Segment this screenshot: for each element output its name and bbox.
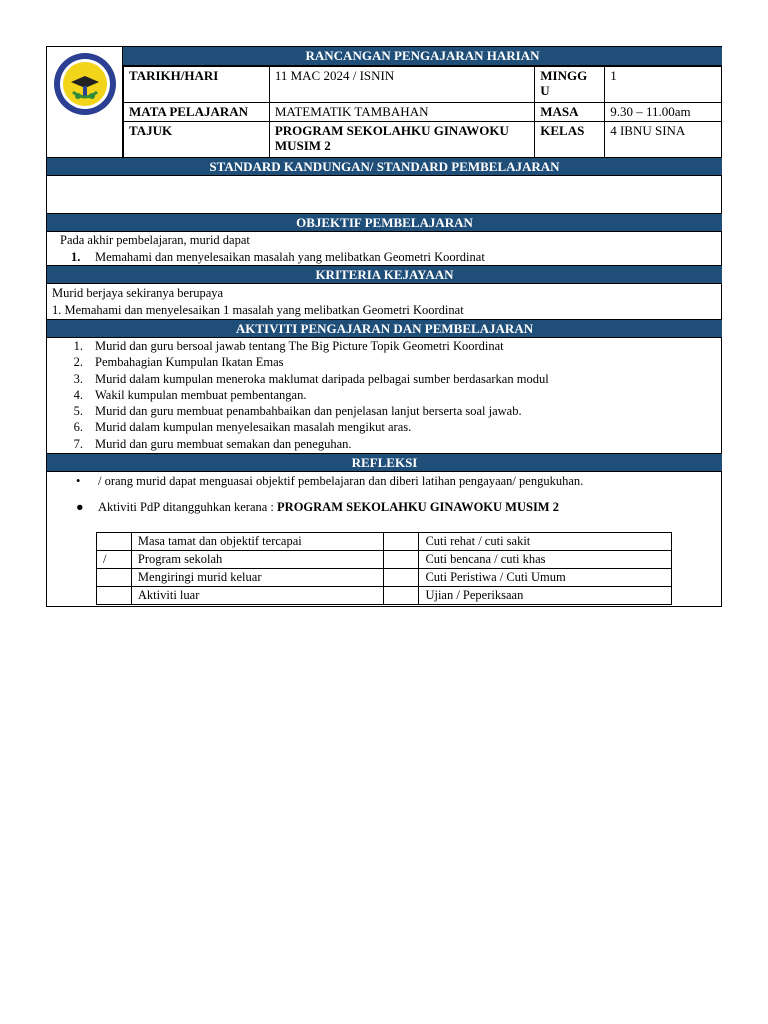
activity-text: Murid dan guru membuat semakan dan peneguhan. (95, 436, 352, 451)
topic-value: PROGRAM SEKOLAHKU GINAWOKU MUSIM 2 (269, 122, 534, 158)
activity-number: 6. (73, 420, 83, 435)
reflection-text-1: / orang murid dapat menguasai objektif pembelajaran dan diberi latihan pengayaan/ pengukuhan. (98, 474, 584, 488)
objective-item (71, 249, 485, 265)
week-value: 1 (605, 67, 722, 103)
week-label: MINGG U (535, 67, 605, 103)
time-label: MASA (535, 103, 605, 122)
activity-number: 7. (73, 436, 83, 451)
school-crest-icon (53, 52, 117, 116)
activity-text: Murid dan guru membuat penambahbaikan dan penjelasan lanjut berserta soal jawab. (95, 404, 522, 419)
reason-label: Mengiringi murid keluar (131, 569, 383, 587)
activity-number: 5. (73, 404, 83, 419)
activity-item (47, 387, 722, 403)
reason-label: Ujian / Peperiksaan (419, 587, 672, 605)
standard-content-empty (47, 176, 722, 213)
subject-label: MATA PELAJARAN (124, 103, 270, 122)
reason-label: Masa tamat dan objektif tercapai (131, 533, 383, 551)
checkbox-cell[interactable] (97, 569, 132, 587)
table-row (97, 587, 672, 605)
lesson-plan-document (46, 46, 722, 607)
reason-label: Aktiviti luar (131, 587, 383, 605)
activity-item (47, 354, 722, 370)
activity-number: 2. (73, 355, 83, 370)
header-title: RANCANGAN PENGAJARAN HARIAN (123, 47, 722, 66)
checkbox-cell[interactable]: / (97, 551, 132, 569)
standard-band: STANDARD KANDUNGAN/ STANDARD PEMBELAJARAN (47, 157, 722, 176)
time-value: 9.30 – 11.00am (605, 103, 722, 122)
table-row (97, 551, 672, 569)
reason-label: Cuti rehat / cuti sakit (419, 533, 672, 551)
activity-text: Pembahagian Kumpulan Ikatan Emas (95, 355, 284, 370)
bullet-icon: • (76, 474, 81, 488)
objective-item-text: Memahami dan menyelesaikan masalah yang melibatkan Geometri Koordinat (95, 250, 485, 264)
activity-item (47, 436, 722, 452)
activity-text: Murid dalam kumpulan meneroka maklumat daripada pelbagai sumber berdasarkan modul (95, 371, 549, 386)
subject-value: MATEMATIK TAMBAHAN (269, 103, 534, 122)
activity-item (47, 338, 722, 354)
date-value: 11 MAC 2024 / ISNIN (269, 67, 534, 103)
topic-label: TAJUK (124, 122, 270, 158)
reason-label: Cuti Peristiwa / Cuti Umum (419, 569, 672, 587)
checkbox-cell[interactable] (383, 569, 419, 587)
criteria-intro: Murid berjaya sekiranya berupaya (52, 286, 224, 300)
checkbox-cell[interactable] (383, 551, 419, 569)
reason-label: Program sekolah (131, 551, 383, 569)
checkbox-cell[interactable] (97, 533, 132, 551)
activity-item (47, 419, 722, 435)
reason-label: Cuti bencana / cuti khas (419, 551, 672, 569)
activity-text: Murid dan guru bersoal jawab tentang The Big Picture Topik Geometri Koordinat (95, 339, 504, 353)
activities-band: AKTIVITI PENGAJARAN DAN PEMBELAJARAN (47, 319, 722, 338)
bullet-icon: ● (76, 500, 84, 514)
class-label: KELAS (535, 122, 605, 158)
postponed-reason-label: Aktiviti PdP ditangguhkan kerana : (98, 500, 278, 514)
criteria-item: 1. Memahami dan menyelesaikan 1 masalah yang melibatkan Geometri Koordinat (52, 303, 464, 317)
objective-item-number: 1. (71, 250, 81, 264)
objective-band: OBJEKTIF PEMBELAJARAN (47, 213, 722, 232)
date-label: TARIKH/HARI (124, 67, 270, 103)
table-row (97, 533, 672, 551)
activity-text: Wakil kumpulan membuat pembentangan. (95, 387, 307, 402)
objective-intro: Pada akhir pembelajaran, murid dapat (60, 233, 250, 247)
postponed-reason-value: PROGRAM SEKOLAHKU GINAWOKU MUSIM 2 (277, 500, 559, 514)
activity-text: Murid dalam kumpulan menyelesaikan masalah mengikut aras. (95, 420, 412, 435)
activity-number: 3. (73, 371, 83, 386)
checkbox-cell[interactable] (383, 587, 419, 605)
activity-item (47, 371, 722, 387)
checkbox-cell[interactable] (383, 533, 419, 551)
class-value: 4 IBNU SINA (605, 122, 722, 158)
activities-list (47, 338, 722, 452)
activity-number: 1. (73, 339, 83, 353)
school-logo (47, 47, 123, 157)
header-info-table (123, 66, 722, 158)
activity-item (47, 403, 722, 419)
reason-checklist-table (96, 532, 672, 605)
checkbox-cell[interactable] (97, 587, 132, 605)
table-row (97, 569, 672, 587)
reflection-band: REFLEKSI (47, 453, 722, 472)
activity-number: 4. (73, 387, 83, 402)
criteria-band: KRITERIA KEJAYAAN (47, 265, 722, 284)
